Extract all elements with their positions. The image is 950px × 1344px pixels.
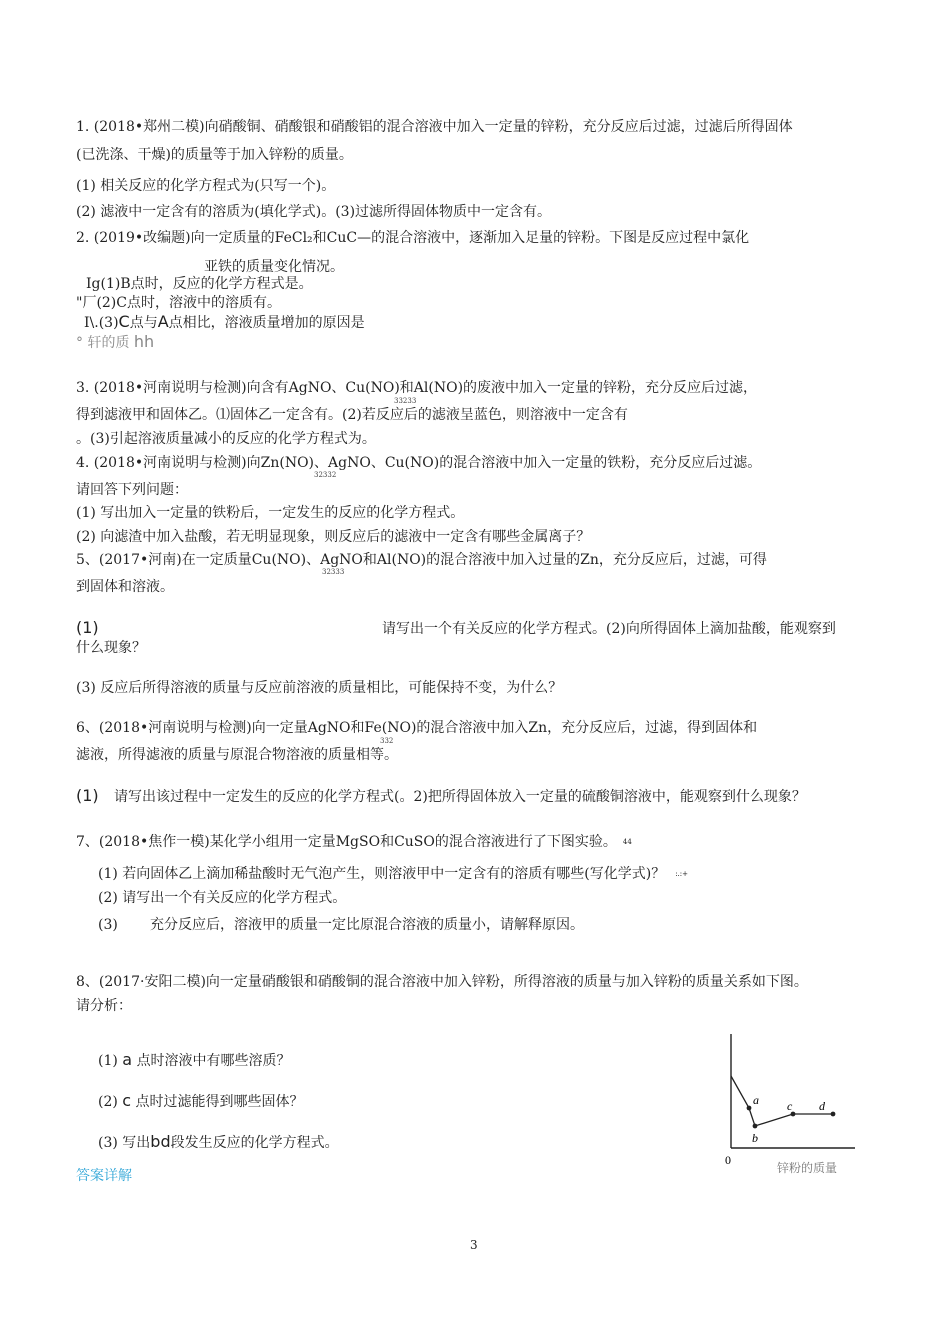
graph-label-b: b [752, 1131, 758, 1145]
q4-line-4: (2) 向滤渣中加入盐酸，若无明显现象，则反应后的滤液中一定含有哪些金属离子？ [76, 529, 591, 545]
q2-point-a: A [157, 312, 169, 331]
q2-line-4: "厂(2)C点时，溶液中的溶质有。 [76, 295, 281, 311]
page-number: 3 [470, 1238, 478, 1252]
q2-line-3: Ig(1)B点时，反应的化学方程式是。 [86, 276, 313, 292]
q8-line-5-post: 段发生反应的化学方程式。 [170, 1135, 339, 1151]
q8-line-3 [98, 1050, 291, 1071]
graph-point-a [747, 1106, 752, 1111]
q2-line-5 [84, 312, 365, 333]
q2-line-1: 2. (2019•改编题)向一定质量的FeCl₂和CuC—的混合溶液中，逐渐加入足量的锌粉。下图是反应过程中氯化 [76, 230, 750, 246]
q5-line-3: 请写出一个有关反应的化学方程式。(2)向所得固体上滴加盐酸，能观察到 [382, 621, 836, 637]
q1-line-3: (1) 相关反应的化学方程式为(只写一个)。 [76, 178, 336, 194]
q2-point-c: C [118, 312, 130, 331]
q1-line-2: (已洗涤、干燥)的质量等于加入锌粉的质量。 [76, 147, 353, 163]
q6-subscripts: 332 [380, 737, 394, 745]
graph-label-d: d [819, 1099, 825, 1113]
graph-point-b [753, 1124, 758, 1129]
graph-origin: 0 [725, 1153, 731, 1167]
q4-line-2: 请回答下列问题： [76, 482, 188, 498]
q3-line-3: 。(3)引起溶液质量减小的反应的化学方程式为。 [76, 431, 376, 447]
q2-line-6-hh: hh [133, 332, 155, 351]
q5-line-3-num: (1) [76, 618, 99, 637]
q7-line-1-text: 7、(2018•焦作一模)某化学小组用一定量MgSO和CuSO的混合溶液进行了下图实验。 [76, 834, 617, 850]
q8-line-5-pre: (3) 写出 [98, 1135, 151, 1151]
q2-line-6-text: ° 轩的质 [76, 335, 130, 351]
graph-point-d [831, 1112, 836, 1117]
q6-line-1: 6、(2018•河南说明与检测)向一定量AgNO和Fe(NO)的混合溶液中加入Zn，充分反应后，过滤，得到固体和 [76, 720, 758, 736]
q6-line-3-num: (1) [76, 786, 99, 805]
q5-line-4: 什么现象？ [76, 640, 146, 656]
q2-line-5-pre: I\.(3) [84, 315, 119, 331]
q8-line-4 [98, 1091, 304, 1112]
q1-line-4: (2) 滤液中一定含有的溶质为(填化学式)。(3)过滤所得固体物质中一定含有。 [76, 204, 552, 220]
q8-line-4-pre: (2) [98, 1094, 118, 1110]
graph-label-c: c [787, 1099, 793, 1113]
q7-line-2-sup: :.:+ [675, 870, 689, 878]
q2-line-2: 亚铁的质量变化情况。 [204, 259, 344, 275]
graph-label-a: a [753, 1093, 759, 1107]
q8-segment-bd: bd [150, 1132, 171, 1151]
q7-line-2-text: (1) 若向固体乙上滴加稀盐酸时无气泡产生，则溶液甲中一定含有的溶质有哪些(写化学式)？ [98, 866, 666, 882]
graph-x-label: 锌粉的质量 [777, 1161, 838, 1175]
q5-line-1: 5、(2017•河南)在一定质量Cu(NO)、AgNO和Al(NO)的混合溶液中加入过量的Zn，充分反应后，过滤，可得 [76, 552, 767, 568]
q8-line-2: 请分析： [76, 998, 132, 1014]
q2-line-5-post: 点相比，溶液质量增加的原因是 [168, 315, 365, 331]
q7-line-1 [76, 832, 632, 852]
q8-line-1: 8、(2017·安阳二模)向一定量硝酸银和硝酸铜的混合溶液中加入锌粉，所得溶液的质量与加入锌粉的质量关系如下图。 [76, 974, 808, 990]
q2-line-6 [76, 332, 154, 353]
q5-line-2: 到固体和溶液。 [76, 579, 174, 595]
q8-line-4-post: 点时过滤能得到哪些固体？ [135, 1094, 304, 1110]
q8-line-3-post: 点时溶液中有哪些溶质？ [136, 1053, 291, 1069]
q3-line-1: 3. (2018•河南说明与检测)向含有AgNO、Cu(NO)和Al(NO)的废液中加入一定量的锌粉，充分反应后过滤， [76, 380, 758, 396]
q7-line-4-num: (3) [98, 917, 118, 933]
q7-line-3: (2) 请写出一个有关反应的化学方程式。 [98, 890, 347, 906]
q2-line-5-mid: 点与 [129, 315, 158, 331]
q6-line-3: 请写出该过程中一定发生的反应的化学方程式(。2)把所得固体放入一定量的硫酸铜溶液中，能观察到什么现象？ [114, 789, 806, 805]
q5-line-5: (3) 反应后所得溶液的质量与反应前溶液的质量相比，可能保持不变，为什么？ [76, 680, 563, 696]
q4-line-1: 4. (2018•河南说明与检测)向Zn(NO)、AgNO、Cu(NO)的混合溶液中加入一定量的铁粉，充分反应后过滤。 [76, 455, 762, 471]
q5-subscripts: 32333 [322, 568, 345, 576]
answer-details-link[interactable]: 答案详解 [76, 1168, 132, 1184]
q8-line-3-pre: (1) [98, 1053, 118, 1069]
q7-line-4: 充分反应后，溶液甲的质量一定比原混合溶液的质量小，请解释原因。 [150, 917, 584, 933]
q4-subscripts: 32332 [314, 471, 337, 479]
q3-subscripts: 33233 [394, 397, 417, 405]
q6-line-2: 滤液，所得滤液的质量与原混合物溶液的质量相等。 [76, 747, 398, 763]
q7-line-1-sup: 44 [622, 838, 632, 846]
q3-line-2: 得到滤液甲和固体乙。⑴固体乙一定含有。(2)若反应后的滤液呈蓝色，则溶液中一定含有 [76, 407, 628, 423]
q7-line-2 [98, 864, 688, 884]
q4-line-3: (1) 写出加入一定量的铁粉后，一定发生的反应的化学方程式。 [76, 505, 465, 521]
zinc-mass-graph [715, 1030, 875, 1175]
q8-point-a: a [122, 1050, 133, 1069]
q8-line-5 [98, 1132, 339, 1153]
q8-point-c: c [122, 1091, 132, 1110]
q1-line-1: 1. (2018•郑州二模)向硝酸铜、硝酸银和硝酸铝的混合溶液中加入一定量的锌粉，充分反应后过滤，过滤后所得固体 [76, 119, 793, 135]
graph-curve [731, 1076, 833, 1126]
